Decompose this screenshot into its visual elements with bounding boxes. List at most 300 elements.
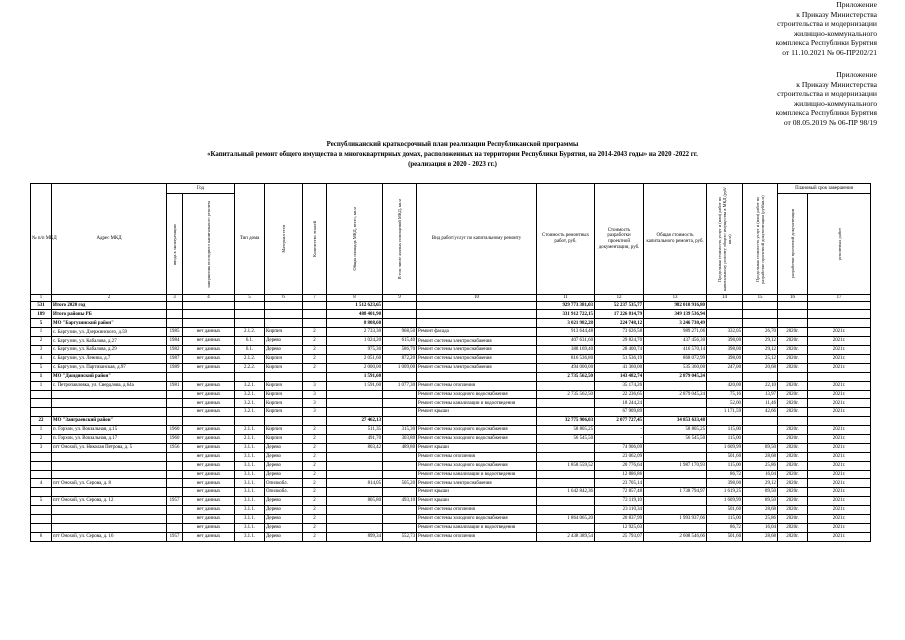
table-cell: 5	[31, 363, 52, 372]
table-cell: 22,10	[743, 381, 778, 390]
table-cell: 1985	[167, 328, 183, 337]
table-cell: 2021г.	[808, 523, 871, 532]
table-cell: Опилкобл.	[265, 479, 303, 488]
table-cell: 2021г.	[808, 506, 871, 515]
table-cell	[31, 514, 52, 523]
table-cell: 3	[303, 399, 327, 408]
table-cell: нет данных	[183, 506, 235, 515]
table-cell: 2021г.	[808, 408, 871, 417]
table-cell: 1 738 794,97	[644, 488, 707, 497]
table-cell: 331 912 722,15	[537, 310, 595, 319]
table-cell	[537, 470, 595, 479]
table-cell: Дерево	[265, 470, 303, 479]
table-cell: 56 545,50	[644, 434, 707, 443]
table-cell	[303, 417, 327, 426]
table-cell	[383, 470, 417, 479]
table-cell: 29,12	[743, 346, 778, 355]
table-cell	[303, 301, 327, 310]
notice-line: к Приказу Министерства	[796, 79, 877, 89]
table-cell: 115,00	[707, 514, 743, 523]
table-cell: 501,60	[707, 452, 743, 461]
table-cell: 27 462,13	[327, 417, 383, 426]
table-cell: Ремонт крыши	[417, 497, 537, 506]
table-cell: 2021г.	[808, 381, 871, 390]
table-cell: 420,00	[707, 381, 743, 390]
table-cell: 86,72	[707, 523, 743, 532]
table-cell	[31, 523, 52, 532]
table-cell: Кирпич	[265, 363, 303, 372]
table-cell: 75,16	[707, 390, 743, 399]
table-cell: 58 805,25	[644, 426, 707, 435]
table-cell: 2	[303, 497, 327, 506]
table-cell	[167, 514, 183, 523]
table-cell: Дерево	[265, 337, 303, 346]
table-cell: 2021г.	[808, 514, 871, 523]
table-cell: 89,50	[743, 497, 778, 506]
table-cell: 4	[31, 479, 52, 488]
table-cell	[52, 408, 167, 417]
table-cell: 511,35	[327, 426, 383, 435]
table-cell: 25 793,07	[595, 532, 644, 541]
table-cell: 2	[303, 337, 327, 346]
table-row	[31, 337, 871, 346]
document-title-line-3: (реализация в 2020 - 2023 гг.)	[408, 161, 497, 168]
table-cell	[644, 408, 707, 417]
table-cell: 26,70	[743, 328, 778, 337]
table-cell: Ремонт системы холодного водоснабжения	[417, 426, 537, 435]
table-cell: 3	[303, 390, 327, 399]
table-cell	[167, 523, 183, 532]
table-cell: 2.1.1.	[235, 426, 265, 435]
table-cell: 929 773 381,03	[537, 301, 595, 310]
table-cell: 3.1.1.	[235, 470, 265, 479]
table-cell: 3 246 730,49	[644, 319, 707, 328]
table-cell	[31, 452, 52, 461]
table-cell: 2021г.	[808, 328, 871, 337]
table-cell: 6.1.	[235, 337, 265, 346]
table-cell: нет данных	[183, 363, 235, 372]
table-cell: 2020г.	[778, 506, 808, 515]
table-cell: 3.1.1.	[235, 479, 265, 488]
table-cell: нет данных	[183, 434, 235, 443]
table-cell	[778, 301, 808, 310]
table-cell: 2.1.1.	[235, 434, 265, 443]
table-cell: 398,00	[707, 346, 743, 355]
table-cell: 3.2.1.	[235, 381, 265, 390]
table-cell: 398,00	[707, 479, 743, 488]
table-cell: 8 808,60	[327, 319, 383, 328]
table-cell: нет данных	[183, 488, 235, 497]
table-cell: нет данных	[183, 328, 235, 337]
table-cell: 32 775 906,03	[537, 417, 595, 426]
table-cell: 505,20	[383, 479, 417, 488]
table-row	[31, 470, 871, 479]
table-cell: Опилкобл.	[265, 488, 303, 497]
table-cell	[743, 434, 778, 443]
table-cell: 2	[303, 479, 327, 488]
table-cell: нет данных	[183, 452, 235, 461]
table-cell: 56 545,50	[537, 434, 595, 443]
table-cell	[707, 301, 743, 310]
table-cell: 2020г.	[778, 532, 808, 541]
header-plan-design: разработки проектной документации	[790, 209, 796, 279]
table-cell: 1 609,99	[707, 497, 743, 506]
table-cell: 1 619,25	[707, 488, 743, 497]
table-cell	[778, 319, 808, 328]
table-cell: нет данных	[183, 381, 235, 390]
table-cell: 493,10	[383, 497, 417, 506]
table-cell: 18 244,24	[595, 399, 644, 408]
table-cell: 2 438 389,54	[537, 532, 595, 541]
table-cell: 86,72	[707, 470, 743, 479]
table-cell: 23 705,14	[595, 479, 644, 488]
column-number: 13	[644, 295, 707, 302]
table-cell: 1	[31, 328, 52, 337]
table-cell: 975,30	[327, 346, 383, 355]
header-work-type: Вид работ/услуг по капитальному ремонту	[417, 184, 537, 295]
table-cell: 989 271,06	[644, 328, 707, 337]
table-cell: 501,60	[707, 532, 743, 541]
table-cell: 1 858 559,52	[537, 461, 595, 470]
table-cell: 25,12	[743, 354, 778, 363]
table-cell: 2021г.	[808, 354, 871, 363]
table-cell: 913 644,48	[537, 328, 595, 337]
table-cell: 2021г.	[808, 532, 871, 541]
table-cell	[383, 310, 417, 319]
total-row	[31, 372, 871, 381]
table-cell	[235, 372, 265, 381]
table-cell	[383, 452, 417, 461]
table-cell: Ремонт системы отопления	[417, 506, 537, 515]
table-cell: Ремонт системы холодного водоснабжения	[417, 514, 537, 523]
table-cell	[644, 497, 707, 506]
table-cell: 2020г.	[778, 514, 808, 523]
table-cell	[644, 399, 707, 408]
table-cell: 416 570,14	[644, 346, 707, 355]
table-cell: 494 000,00	[537, 363, 595, 372]
order-notice-2021	[776, 0, 877, 58]
table-cell: Ремонт крыши	[417, 408, 537, 417]
table-cell	[383, 523, 417, 532]
table-cell: 6.1.	[235, 346, 265, 355]
table-cell	[383, 417, 417, 426]
table-cell	[327, 470, 383, 479]
table-cell	[778, 310, 808, 319]
table-cell: 982 010 916,80	[644, 301, 707, 310]
table-cell: нет данных	[183, 346, 235, 355]
table-cell: нет данных	[183, 426, 235, 435]
header-cost-design: Стоимость разработки проектной документации, руб.	[595, 184, 644, 295]
notice-line: комплекса Республики Бурятия	[775, 38, 877, 48]
table-cell: 2020г.	[778, 354, 808, 363]
table-cell	[52, 488, 167, 497]
document-title-line-1: Республиканский краткосрочный план реализации Республиканской программы	[326, 141, 579, 148]
table-cell	[303, 310, 327, 319]
table-cell: Дерево	[265, 523, 303, 532]
table-cell: 2	[303, 443, 327, 452]
table-cell	[327, 408, 383, 417]
table-cell: Итого районы РБ	[52, 310, 167, 319]
table-cell: 1	[31, 426, 52, 435]
table-cell	[167, 417, 183, 426]
table-cell: 315,30	[383, 426, 417, 435]
table-cell: Ремонт системы отопления	[417, 381, 537, 390]
column-number: 3	[167, 295, 183, 302]
table-cell: 805,80	[327, 497, 383, 506]
table-cell	[644, 443, 707, 452]
table-cell	[303, 372, 327, 381]
table-cell: 1989	[167, 363, 183, 372]
table-cell	[52, 452, 167, 461]
table-cell: 2021г.	[808, 488, 871, 497]
header-cost-total: Общая стоимость капитального ремонта, руб.	[644, 184, 707, 295]
table-cell: 11,46	[743, 399, 778, 408]
table-cell	[167, 319, 183, 328]
table-cell: с. Баргузин, ул. Кабалова, д.29	[52, 346, 167, 355]
table-cell	[707, 417, 743, 426]
table-row	[31, 514, 871, 523]
table-cell: 1	[31, 372, 52, 381]
table-cell: 28,68	[743, 532, 778, 541]
table-cell	[183, 372, 235, 381]
table-cell	[265, 417, 303, 426]
table-cell: 3.1.1.	[235, 488, 265, 497]
table-cell: 2021г.	[808, 461, 871, 470]
table-cell: 2.2.2.	[235, 363, 265, 372]
table-row	[31, 506, 871, 515]
table-cell: 303,80	[383, 434, 417, 443]
table-cell: Кирпич	[265, 408, 303, 417]
table-cell: 2021г.	[808, 399, 871, 408]
table-cell: 1 864 065,20	[537, 514, 595, 523]
table-cell	[167, 399, 183, 408]
column-number: 9	[383, 295, 417, 302]
table-row	[31, 497, 871, 506]
table-cell: Итого 2020 год	[52, 301, 167, 310]
table-cell	[167, 479, 183, 488]
order-notice-2019	[776, 70, 877, 128]
column-number: 15	[743, 295, 778, 302]
notice-line: комплекса Республики Бурятия	[775, 108, 877, 118]
table-cell: МО "Джидинский район"	[52, 372, 167, 381]
table-cell	[383, 372, 417, 381]
table-cell: 398,00	[707, 337, 743, 346]
table-cell: 28,68	[743, 506, 778, 515]
table-cell: Ремонт системы отопления	[417, 452, 537, 461]
table-cell: с. Баргузин, ул. Дзержинского, д.59	[52, 328, 167, 337]
table-cell	[537, 443, 595, 452]
table-cell: 2	[31, 434, 52, 443]
table-cell: -	[595, 426, 644, 435]
table-cell: 2020г.	[778, 399, 808, 408]
table-cell: Ремонт системы электроснабжения	[417, 346, 537, 355]
table-cell	[265, 319, 303, 328]
table-cell: 2021г.	[808, 443, 871, 452]
notice-line: от 08.05.2019 № 06-ПР 98/19	[783, 117, 877, 127]
table-cell: 899,34	[327, 532, 383, 541]
table-cell: пгт Онохой, ул. Серова, д. 12	[52, 497, 167, 506]
total-row	[31, 319, 871, 328]
column-number: 1	[31, 295, 52, 302]
table-cell: 189	[31, 310, 52, 319]
table-cell: 332,05	[707, 328, 743, 337]
table-cell	[743, 310, 778, 319]
table-cell: 51 536,19	[595, 354, 644, 363]
table-cell: 3	[31, 443, 52, 452]
table-cell	[167, 390, 183, 399]
table-cell: 3.1.1.	[235, 532, 265, 541]
table-cell: 2020г.	[778, 381, 808, 390]
table-cell: 6	[31, 532, 52, 541]
table-row	[31, 346, 871, 355]
table-cell: 2 879 045,24	[644, 390, 707, 399]
table-cell: 2 735 562,50	[537, 372, 595, 381]
table-cell	[383, 390, 417, 399]
table-cell: 13,97	[743, 390, 778, 399]
table-cell: с. Петропавловка, ул. Свердлова, д.64а	[52, 381, 167, 390]
table-cell: нет данных	[183, 399, 235, 408]
table-cell	[183, 310, 235, 319]
table-cell	[808, 310, 871, 319]
table-cell: 3.2.1.	[235, 408, 265, 417]
table-cell: 2020г.	[778, 434, 808, 443]
table-cell	[183, 417, 235, 426]
table-row	[31, 426, 871, 435]
table-cell: 1 591,60	[327, 372, 383, 381]
table-cell: 28,68	[743, 452, 778, 461]
table-cell: 349 139 536,94	[644, 310, 707, 319]
table-cell: 2	[303, 506, 327, 515]
table-cell: Дерево	[265, 346, 303, 355]
table-cell: 816 536,80	[537, 354, 595, 363]
table-cell: 2 733,30	[327, 328, 383, 337]
table-cell: 814,05	[327, 479, 383, 488]
table-cell: Ремонт системы канализации и водоотведения	[417, 399, 537, 408]
header-year-last-repair: завершения последнего капитального ремонта	[206, 200, 211, 288]
table-row	[31, 408, 871, 417]
table-cell: 115,00	[707, 426, 743, 435]
table-cell	[383, 301, 417, 310]
table-cell	[167, 452, 183, 461]
table-row	[31, 328, 871, 337]
table-cell	[644, 470, 707, 479]
table-cell: 1982	[167, 346, 183, 355]
table-cell: нет данных	[183, 408, 235, 417]
column-number: 17	[808, 295, 871, 302]
table-cell: 968,50	[383, 328, 417, 337]
table-cell	[383, 319, 417, 328]
table-cell: 2021г.	[808, 426, 871, 435]
table-cell: 1	[31, 381, 52, 390]
table-cell: 5	[31, 319, 52, 328]
table-cell: Кирпич	[265, 390, 303, 399]
table-cell	[167, 488, 183, 497]
table-cell	[644, 381, 707, 390]
table-cell: 2	[303, 426, 327, 435]
table-cell: 5	[31, 497, 52, 506]
table-cell: нет данных	[183, 354, 235, 363]
header-area-premises: В том числе жилых помещений МКД, кв.м	[397, 198, 403, 280]
table-cell	[265, 310, 303, 319]
table-cell	[235, 417, 265, 426]
header-cost-repair: Стоимость ремонтных работ, руб.	[537, 184, 595, 295]
table-cell: 2020г.	[778, 390, 808, 399]
notice-line: строительства и модернизации	[777, 19, 877, 29]
table-cell: 3	[303, 381, 327, 390]
table-cell: 28 400,74	[595, 346, 644, 355]
table-cell: 2.1.2.	[235, 354, 265, 363]
table-cell: 52,00	[707, 399, 743, 408]
notice-line: жилищно-коммунального	[793, 98, 877, 108]
table-cell: нет данных	[183, 461, 235, 470]
column-number: 2	[52, 295, 167, 302]
column-number-row	[31, 295, 871, 302]
table-cell: 872,20	[383, 354, 417, 363]
table-cell	[31, 390, 52, 399]
table-cell: 1960	[167, 434, 183, 443]
table-cell: нет данных	[183, 390, 235, 399]
table-cell: Ремонт системы электроснабжения	[417, 354, 537, 363]
table-cell: 1 171,59	[707, 408, 743, 417]
table-cell	[167, 470, 183, 479]
table-cell: 29,12	[743, 337, 778, 346]
table-cell	[383, 408, 417, 417]
header-wall-material: Материал стен	[281, 225, 287, 253]
table-cell	[327, 390, 383, 399]
table-cell	[31, 408, 52, 417]
table-cell: 2020г.	[778, 479, 808, 488]
table-cell: 2020г.	[778, 443, 808, 452]
table-cell: 58 805,25	[537, 426, 595, 435]
table-cell: 25,86	[743, 514, 778, 523]
table-cell: 2	[303, 452, 327, 461]
table-cell: Кирпич	[265, 434, 303, 443]
table-row	[31, 434, 871, 443]
table-cell: 143 482,74	[595, 372, 644, 381]
table-cell: 20 837,99	[595, 514, 644, 523]
table-cell	[808, 417, 871, 426]
table-cell: 20,68	[743, 363, 778, 372]
table-cell	[778, 372, 808, 381]
table-cell	[31, 488, 52, 497]
table-cell	[235, 301, 265, 310]
table-cell	[327, 514, 383, 523]
table-cell: 803,42	[327, 443, 383, 452]
table-cell: 23 110,34	[595, 506, 644, 515]
table-cell: 2020г.	[778, 488, 808, 497]
table-cell: 2 000,00	[327, 363, 383, 372]
table-cell: 34 853 633,48	[644, 417, 707, 426]
table-row	[31, 452, 871, 461]
table-cell	[31, 506, 52, 515]
table-cell: 2020г.	[778, 328, 808, 337]
table-cell: 2 735 562,50	[537, 390, 595, 399]
table-cell: 2	[303, 354, 327, 363]
table-cell: 3.1.1.	[235, 514, 265, 523]
table-cell: 2021г.	[808, 346, 871, 355]
table-cell: 3.1.1.	[235, 461, 265, 470]
total-row	[31, 301, 871, 310]
notice-line: Приложение	[836, 70, 877, 79]
table-cell: Кирпич	[265, 399, 303, 408]
table-cell	[383, 514, 417, 523]
table-cell: п. Горхон, ул. Вокзальная, д.17	[52, 434, 167, 443]
table-cell: с. Баргузин, ул. Ленина, д.7	[52, 354, 167, 363]
table-cell: 2	[31, 337, 52, 346]
table-cell: 72 119,10	[595, 497, 644, 506]
table-cell: 1960	[167, 426, 183, 435]
table-cell: Ремонт крыши	[417, 488, 537, 497]
